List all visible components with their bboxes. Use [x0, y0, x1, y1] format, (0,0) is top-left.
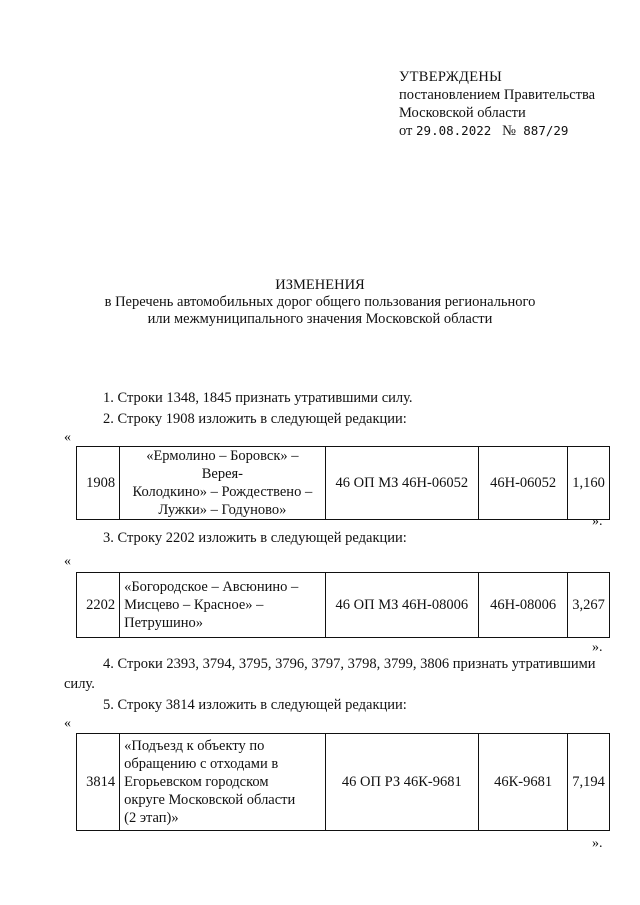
road-name: [120, 447, 326, 520]
title-line-2: или межмуниципального значения Московской области: [147, 311, 493, 327]
road-name-line: Петрушино»: [124, 615, 204, 631]
road-id: 46К-9681: [479, 734, 568, 831]
open-quote-2: «: [64, 554, 71, 569]
road-name: [120, 573, 326, 638]
road-code: 46 ОП МЗ 46Н-08006: [325, 573, 478, 638]
document-title: [0, 277, 640, 328]
item-1: 1. Строки 1348, 1845 признать утратившими силу.: [103, 390, 413, 406]
row-number: 1908: [77, 447, 120, 520]
road-name: [120, 734, 326, 831]
item-2: 2. Строку 1908 изложить в следующей редакции:: [103, 411, 407, 427]
road-length: 3,267: [568, 573, 610, 638]
row-number: 2202: [77, 573, 120, 638]
road-name-line: «Богородское – Авсюнино –: [124, 579, 299, 595]
table-row: [77, 573, 610, 638]
row-number: 3814: [77, 734, 120, 831]
road-name-line: Лужки» – Годуново»: [158, 502, 287, 518]
table-row: [77, 447, 610, 520]
approval-number-sign: №: [502, 123, 517, 139]
approval-date-line: [399, 122, 595, 140]
table-row: [77, 734, 610, 831]
road-name-line: «Ермолино – Боровск» – Верея-: [146, 448, 299, 482]
title-heading: ИЗМЕНЕНИЯ: [275, 277, 365, 293]
road-id: 46Н-08006: [479, 573, 568, 638]
close-quote-2: ».: [592, 640, 603, 655]
approval-date: 29.08.2022: [416, 123, 492, 138]
road-id: 46Н-06052: [479, 447, 568, 520]
road-code: 46 ОП РЗ 46К-9681: [325, 734, 478, 831]
road-name-line: «Подъезд к объекту по: [124, 738, 265, 754]
approval-block: [399, 68, 595, 140]
road-name-line: Егорьевском городском: [124, 774, 269, 790]
road-name-line: Колодкино» – Рождествено –: [132, 484, 313, 500]
road-length: 1,160: [568, 447, 610, 520]
item-5: 5. Строку 3814 изложить в следующей редакции:: [103, 697, 407, 713]
title-line-1: в Перечень автомобильных дорог общего пользования регионального: [104, 294, 536, 310]
approval-title: УТВЕРЖДЕНЫ: [399, 69, 503, 85]
table-row-3814: [76, 733, 610, 831]
road-name-line: обращению с отходами в: [124, 756, 279, 772]
close-quote-3: ».: [592, 836, 603, 851]
table-row-1908: [76, 446, 610, 520]
road-name-line: (2 этап)»: [124, 810, 179, 826]
road-name-line: округе Московской области: [124, 792, 296, 808]
approval-number: 887/29: [523, 123, 569, 138]
road-name-line: Мисцево – Красное» –: [124, 597, 264, 613]
road-code: 46 ОП МЗ 46Н-06052: [325, 447, 478, 520]
item-4-line-1: 4. Строки 2393, 3794, 3795, 3796, 3797, 3798, 3799, 3806 признать утратившими: [103, 656, 596, 672]
item-4-line-2: силу.: [64, 676, 95, 692]
approval-line-2: Московской области: [399, 105, 526, 121]
open-quote-3: «: [64, 716, 71, 731]
road-length: 7,194: [568, 734, 610, 831]
open-quote-1: «: [64, 430, 71, 445]
approval-date-prefix: от: [399, 123, 413, 139]
item-3: 3. Строку 2202 изложить в следующей редакции:: [103, 530, 407, 546]
table-row-2202: [76, 572, 610, 638]
close-quote-1: ».: [592, 514, 603, 529]
approval-line-1: постановлением Правительства: [399, 87, 596, 103]
